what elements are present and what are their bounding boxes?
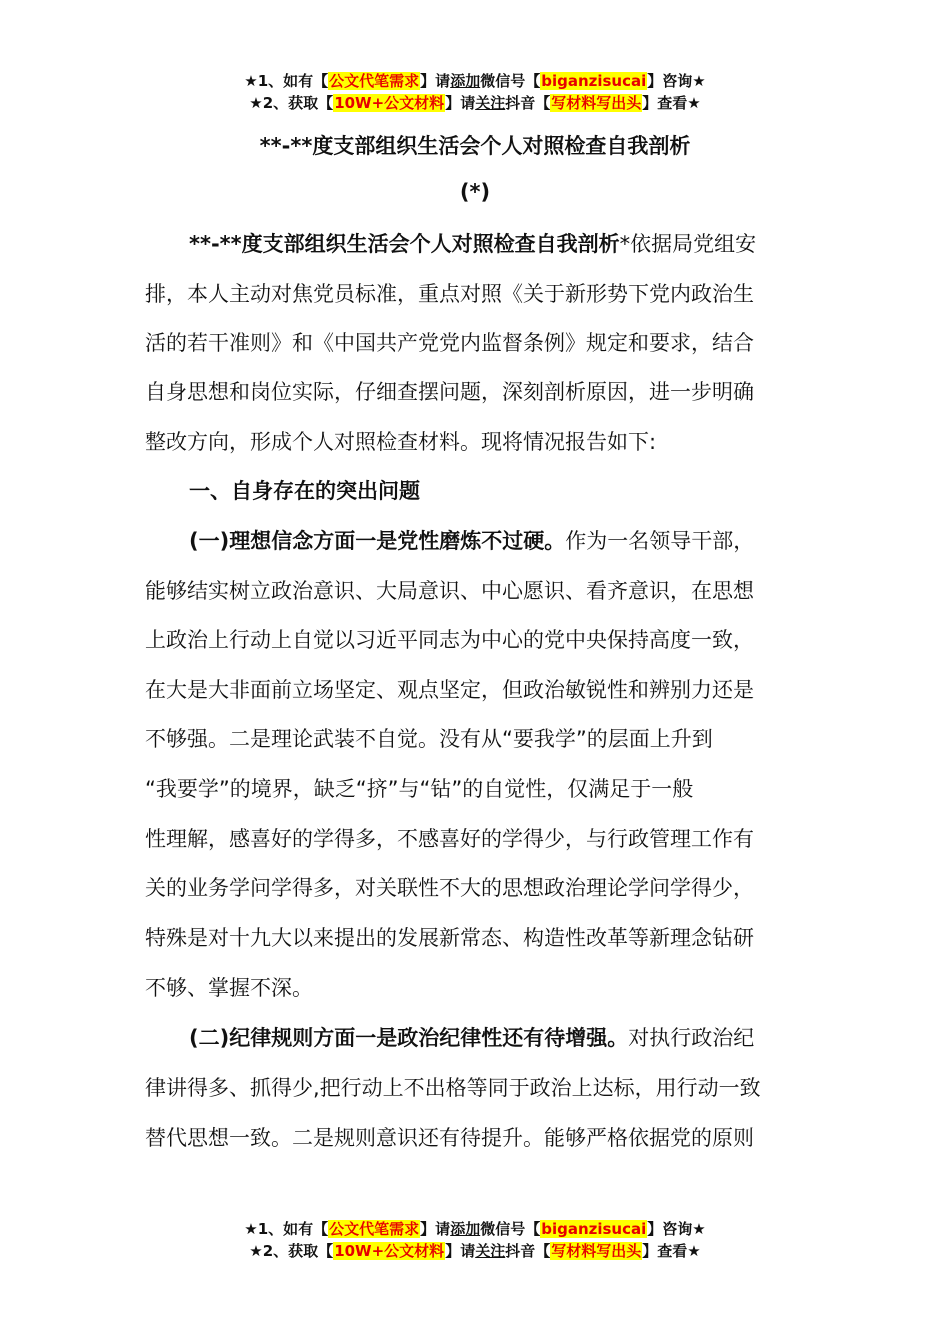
body-text-line	[145, 576, 754, 606]
highlighted-text: 写材料写出头	[551, 94, 642, 112]
body-text-line	[145, 279, 754, 309]
body-text-line	[145, 824, 754, 854]
banner-text: 】咨询★	[647, 1220, 706, 1238]
text-run: 替代思想一致。二是规则意识还有待提升。能够严格依据党的原则	[145, 1126, 754, 1150]
body-text-line	[189, 1023, 754, 1053]
banner-text: ★1、如有【	[244, 1220, 329, 1238]
underlined-text: 添加	[450, 1220, 481, 1238]
underlined-text: 关注	[475, 1242, 506, 1260]
banner-text: ★1、如有【	[244, 72, 329, 90]
banner-text: 】咨询★	[647, 72, 706, 90]
banner-text: 微信号【	[480, 1220, 541, 1238]
banner-text: 】请	[420, 72, 451, 90]
header-banner-line-1	[0, 70, 950, 92]
highlighted-text: 10W+公文材料	[334, 1242, 445, 1260]
bold-text: (一)理想信念方面一是党性磨炼不过硬。	[189, 529, 566, 553]
body-text-line	[145, 1123, 754, 1153]
document-subtitle: (*)	[459, 180, 491, 204]
body-text-line	[145, 328, 754, 358]
text-run: 不够强。二是理论武装不自觉。没有从“要我学”的层面上升到	[145, 727, 713, 751]
underlined-text: 关注	[475, 94, 506, 112]
bold-text: **-**度支部组织生活会个人对照检查自我剖析	[189, 232, 620, 256]
footer-banner-line-2	[0, 1240, 950, 1262]
text-run: *依据局党组安	[619, 232, 757, 256]
text-run: “我要学”的境界，缺乏“挤”与“钻”的自觉性，仅满足于一般	[145, 777, 694, 801]
text-run: 整改方向，形成个人对照检查材料。现将情况报告如下:	[145, 430, 657, 454]
highlighted-text: 10W+公文材料	[334, 94, 445, 112]
section-heading	[189, 476, 420, 506]
banner-text: 】请	[420, 1220, 451, 1238]
text-run: 作为一名领导干部，	[565, 529, 755, 553]
body-text-line	[145, 724, 713, 754]
footer-ad-banner	[0, 1218, 950, 1262]
text-run: 特殊是对十九大以来提出的发展新常态、构造性改革等新理念钻研	[145, 926, 754, 950]
banner-text: 抖音【	[505, 94, 551, 112]
highlighted-text: 公文代笔需求	[329, 1220, 420, 1238]
text-run: 上政治上行动上自觉以习近平同志为中心的党中央保持高度一致，	[145, 628, 754, 652]
body-text-line	[145, 873, 754, 903]
text-run: 关的业务学问学得多，对关联性不大的思想政治理论学问学得少，	[145, 876, 754, 900]
body-text-line	[189, 526, 754, 556]
text-run: 不够、掌握不深。	[145, 976, 313, 1000]
document-title: **-**度支部组织生活会个人对照检查自我剖析	[259, 134, 691, 158]
text-run: 排，本人主动对焦党员标准，重点对照《关于新形势下党内政治生	[145, 282, 754, 306]
banner-text: 】请	[445, 1242, 476, 1260]
text-run: 活的若干准则》和《中国共产党党内监督条例》规定和要求，结合	[145, 331, 754, 355]
banner-text: 抖音【	[505, 1242, 551, 1260]
body-text-line	[145, 625, 754, 655]
text-run: 自身思想和岗位实际，仔细查摆问题，深刻剖析原因，进一步明确	[145, 380, 754, 404]
footer-banner-line-1	[0, 1218, 950, 1240]
banner-text: 微信号【	[480, 72, 541, 90]
body-text-line	[145, 675, 754, 705]
banner-text: ★2、获取【	[249, 1242, 334, 1260]
banner-text: 】查看★	[642, 1242, 701, 1260]
text-run: 在大是大非面前立场坚定、观点坚定，但政治敏锐性和辨别力还是	[145, 678, 754, 702]
body-text-line	[145, 427, 656, 457]
header-banner-line-2	[0, 92, 950, 114]
body-text-line	[145, 923, 754, 953]
bold-text: (二)纪律规则方面一是政治纪律性还有待增强。	[189, 1026, 629, 1050]
text-run: 对执行政治纪	[628, 1026, 755, 1050]
body-text-line	[145, 973, 313, 1003]
body-text-line	[145, 774, 693, 804]
body-text-line	[145, 1073, 761, 1103]
text-run: 能够结实树立政治意识、大局意识、中心愿识、看齐意识，在思想	[145, 579, 754, 603]
underlined-text: 添加	[450, 72, 481, 90]
highlighted-text: biganzisucai	[541, 1220, 647, 1238]
banner-text: ★2、获取【	[249, 94, 334, 112]
highlighted-text: 公文代笔需求	[329, 72, 420, 90]
banner-text: 】请	[445, 94, 476, 112]
bold-text: 一、自身存在的突出问题	[189, 479, 420, 503]
highlighted-text: 写材料写出头	[551, 1242, 642, 1260]
body-text-line	[189, 229, 756, 259]
banner-text: 】查看★	[642, 94, 701, 112]
header-ad-banner	[0, 70, 950, 114]
body-text-line	[145, 377, 754, 407]
text-run: 性理解，感喜好的学得多，不感喜好的学得少，与行政管理工作有	[145, 827, 754, 851]
highlighted-text: biganzisucai	[541, 72, 647, 90]
text-run: 律讲得多、抓得少,把行动上不出格等同于政治上达标，用行动一致	[145, 1076, 761, 1100]
